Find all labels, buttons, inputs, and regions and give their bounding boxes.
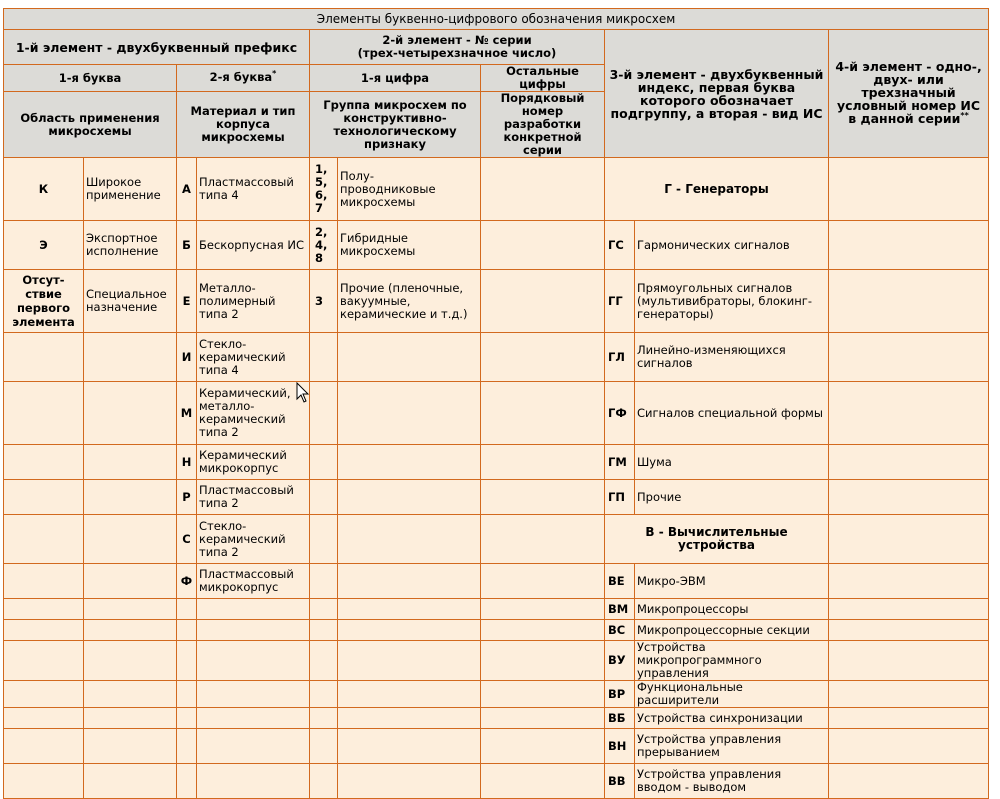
empty-cell	[84, 445, 177, 480]
index-code: ВВ	[605, 764, 635, 799]
empty-cell	[197, 681, 310, 708]
index-text: Устройства синхронизации	[635, 708, 829, 729]
empty-cell	[310, 620, 338, 641]
number-cell	[829, 333, 989, 382]
letter2-code: Е	[177, 270, 197, 333]
serial-cell	[481, 221, 605, 270]
empty-cell	[197, 729, 310, 764]
empty-cell	[177, 641, 197, 681]
serial-cell	[481, 480, 605, 515]
index-code: ВН	[605, 729, 635, 764]
empty-cell	[310, 641, 338, 681]
empty-cell	[338, 708, 481, 729]
number-cell	[829, 480, 989, 515]
serial-header: Порядковый номер разработки конкретной серии	[481, 92, 605, 158]
empty-cell	[84, 729, 177, 764]
empty-cell	[310, 382, 338, 445]
index-text: Функциональные расширители	[635, 681, 829, 708]
number-cell	[829, 270, 989, 333]
empty-cell	[197, 641, 310, 681]
empty-cell	[338, 764, 481, 799]
page	[3, 8, 989, 799]
empty-cell	[338, 515, 481, 564]
index-text: Прямоугольных сигналов (мультивибраторы, блокинг-генераторы)	[635, 270, 829, 333]
empty-cell	[338, 620, 481, 641]
letter2-text: Стекло-керамический типа 2	[197, 515, 310, 564]
empty-cell	[197, 708, 310, 729]
element4-header	[829, 30, 989, 158]
digit-text: Полу- проводниковые микросхемы	[338, 158, 481, 221]
table-row	[4, 620, 989, 641]
rest-digits-header: Остальные цифры	[481, 65, 605, 92]
index-code: ГП	[605, 480, 635, 515]
letter2-text: Бескорпусная ИС	[197, 221, 310, 270]
number-cell	[829, 620, 989, 641]
table-row	[4, 221, 989, 270]
index-code: ГЛ	[605, 333, 635, 382]
empty-cell	[310, 681, 338, 708]
serial-cell	[481, 445, 605, 480]
empty-cell	[338, 445, 481, 480]
index-code: ВС	[605, 620, 635, 641]
letter1-text: Экспортное исполнение	[84, 221, 177, 270]
letter2-text: Пластмассовый микрокорпус	[197, 564, 310, 599]
empty-cell	[310, 445, 338, 480]
serial-cell	[481, 158, 605, 221]
number-cell	[829, 764, 989, 799]
empty-cell	[338, 599, 481, 620]
table-row	[4, 480, 989, 515]
empty-cell	[310, 729, 338, 764]
empty-cell	[197, 599, 310, 620]
empty-cell	[4, 641, 84, 681]
letter2-code: Р	[177, 480, 197, 515]
table-row	[4, 445, 989, 480]
digit-text: Прочие (пленочные, вакуумные, керамические и т.д.)	[338, 270, 481, 333]
empty-cell	[4, 708, 84, 729]
subgroup-generators: Г - Генераторы	[605, 158, 829, 221]
letter2-text: Керамический, металло-керамический типа 2	[197, 382, 310, 445]
index-code: ГС	[605, 221, 635, 270]
index-text: Сигналов специальной формы	[635, 382, 829, 445]
number-cell	[829, 515, 989, 564]
index-text: Гармонических сигналов	[635, 221, 829, 270]
digit-text: Гибридные микросхемы	[338, 221, 481, 270]
number-cell	[829, 681, 989, 708]
empty-cell	[310, 708, 338, 729]
letter2-code: Н	[177, 445, 197, 480]
index-text: Устройства микропрограммного управления	[635, 641, 829, 681]
number-cell	[829, 599, 989, 620]
table-row	[4, 382, 989, 445]
empty-cell	[338, 333, 481, 382]
number-cell	[829, 221, 989, 270]
empty-cell	[4, 681, 84, 708]
table-row	[4, 599, 989, 620]
empty-cell	[4, 764, 84, 799]
empty-cell	[338, 480, 481, 515]
table-row	[4, 515, 989, 564]
index-text: Устройства управления вводом - выводом	[635, 764, 829, 799]
serial-cell	[481, 764, 605, 799]
table-row	[4, 708, 989, 729]
letter2-code: И	[177, 333, 197, 382]
letter2-code: С	[177, 515, 197, 564]
index-text: Микропроцессорные секции	[635, 620, 829, 641]
digit-code: 1, 5, 6, 7	[310, 158, 338, 221]
empty-cell	[84, 681, 177, 708]
index-code: ВР	[605, 681, 635, 708]
material-header: Материал и тип корпуса микросхемы	[177, 92, 310, 158]
empty-cell	[84, 620, 177, 641]
empty-cell	[84, 708, 177, 729]
letter2-text: Стекло-керамический типа 4	[197, 333, 310, 382]
empty-cell	[84, 641, 177, 681]
serial-cell	[481, 270, 605, 333]
empty-cell	[310, 480, 338, 515]
empty-cell	[197, 764, 310, 799]
index-code: ГГ	[605, 270, 635, 333]
table-row	[4, 641, 989, 681]
letter2-header-text: 2-я буква	[209, 70, 273, 84]
letter1-text: Широкое применение	[84, 158, 177, 221]
digit-code: 2, 4, 8	[310, 221, 338, 270]
letter1-text: Специальное назначение	[84, 270, 177, 333]
empty-cell	[4, 564, 84, 599]
microchip-designation-table	[3, 8, 989, 799]
empty-cell	[4, 445, 84, 480]
empty-cell	[4, 729, 84, 764]
letter2-text: Пластмассовый типа 4	[197, 158, 310, 221]
letter2-code: Б	[177, 221, 197, 270]
table-title: Элементы буквенно-цифрового обозначения микросхем	[4, 9, 989, 30]
element3-header: 3-й элемент - двухбуквенный индекс, первая буква которого обозначает подгруппу, а вторая - вид ИС	[605, 30, 829, 158]
letter1-code: К	[4, 158, 84, 221]
index-text: Прочие	[635, 480, 829, 515]
empty-cell	[84, 599, 177, 620]
empty-cell	[177, 620, 197, 641]
empty-cell	[84, 515, 177, 564]
index-code: ВУ	[605, 641, 635, 681]
empty-cell	[338, 564, 481, 599]
table-row	[4, 564, 989, 599]
empty-cell	[177, 599, 197, 620]
letter2-header	[177, 65, 310, 92]
number-cell	[829, 564, 989, 599]
index-code: ВБ	[605, 708, 635, 729]
index-text: Шума	[635, 445, 829, 480]
footnote-mark-single: *	[272, 69, 277, 78]
serial-cell	[481, 599, 605, 620]
table-row	[4, 158, 989, 221]
number-cell	[829, 729, 989, 764]
empty-cell	[4, 480, 84, 515]
subgroup-computing: В - Вычислительные устройства	[605, 515, 829, 564]
letter2-code: А	[177, 158, 197, 221]
number-cell	[829, 158, 989, 221]
letter2-text: Пластмассовый типа 2	[197, 480, 310, 515]
letter1-header: 1-я буква	[4, 65, 177, 92]
element2-header: 2-й элемент - № серии (трех-четырехзначное число)	[310, 30, 605, 65]
table-row	[4, 764, 989, 799]
empty-cell	[177, 681, 197, 708]
footnote-mark-double: **	[960, 111, 969, 120]
letter2-code: М	[177, 382, 197, 445]
digit1-header: 1-я цифра	[310, 65, 481, 92]
empty-cell	[4, 599, 84, 620]
index-text: Линейно-изменяющихся сигналов	[635, 333, 829, 382]
index-text: Устройства управления прерыванием	[635, 729, 829, 764]
index-code: ГФ	[605, 382, 635, 445]
element4-header-text: 4-й элемент - одно-, двух- или трехзначный условный номер ИС в данной серии	[835, 59, 982, 126]
mouse-pointer-icon	[296, 382, 310, 404]
serial-cell	[481, 729, 605, 764]
number-cell	[829, 382, 989, 445]
serial-cell	[481, 564, 605, 599]
empty-cell	[338, 729, 481, 764]
empty-cell	[310, 333, 338, 382]
serial-cell	[481, 681, 605, 708]
group-header: Группа микросхем по конструктивно-технологическому признаку	[310, 92, 481, 158]
index-text: Микропроцессоры	[635, 599, 829, 620]
letter2-code: Ф	[177, 564, 197, 599]
empty-cell	[84, 333, 177, 382]
index-code: ВМ	[605, 599, 635, 620]
empty-cell	[310, 599, 338, 620]
serial-cell	[481, 382, 605, 445]
empty-cell	[177, 708, 197, 729]
table-row	[4, 729, 989, 764]
empty-cell	[197, 620, 310, 641]
empty-cell	[310, 564, 338, 599]
serial-cell	[481, 515, 605, 564]
empty-cell	[84, 564, 177, 599]
serial-cell	[481, 620, 605, 641]
empty-cell	[338, 382, 481, 445]
table-row	[4, 681, 989, 708]
letter1-code: Отсут- ствие первого элемента	[4, 270, 84, 333]
letter2-text: Металло-полимерный типа 2	[197, 270, 310, 333]
number-cell	[829, 708, 989, 729]
index-text: Микро-ЭВМ	[635, 564, 829, 599]
number-cell	[829, 445, 989, 480]
serial-cell	[481, 708, 605, 729]
empty-cell	[4, 382, 84, 445]
digit-code: 3	[310, 270, 338, 333]
letter1-code: Э	[4, 221, 84, 270]
empty-cell	[84, 764, 177, 799]
number-cell	[829, 641, 989, 681]
serial-cell	[481, 333, 605, 382]
area-header: Область применения микросхемы	[4, 92, 177, 158]
table-row	[4, 333, 989, 382]
element1-header: 1-й элемент - двухбуквенный префикс	[4, 30, 310, 65]
empty-cell	[338, 641, 481, 681]
empty-cell	[310, 764, 338, 799]
empty-cell	[84, 382, 177, 445]
serial-cell	[481, 641, 605, 681]
empty-cell	[4, 620, 84, 641]
empty-cell	[338, 681, 481, 708]
empty-cell	[4, 515, 84, 564]
empty-cell	[177, 764, 197, 799]
letter2-text: Керамический микрокорпус	[197, 445, 310, 480]
table-row	[4, 270, 989, 333]
empty-cell	[4, 333, 84, 382]
empty-cell	[84, 480, 177, 515]
index-code: ВЕ	[605, 564, 635, 599]
empty-cell	[310, 515, 338, 564]
index-code: ГМ	[605, 445, 635, 480]
empty-cell	[177, 729, 197, 764]
